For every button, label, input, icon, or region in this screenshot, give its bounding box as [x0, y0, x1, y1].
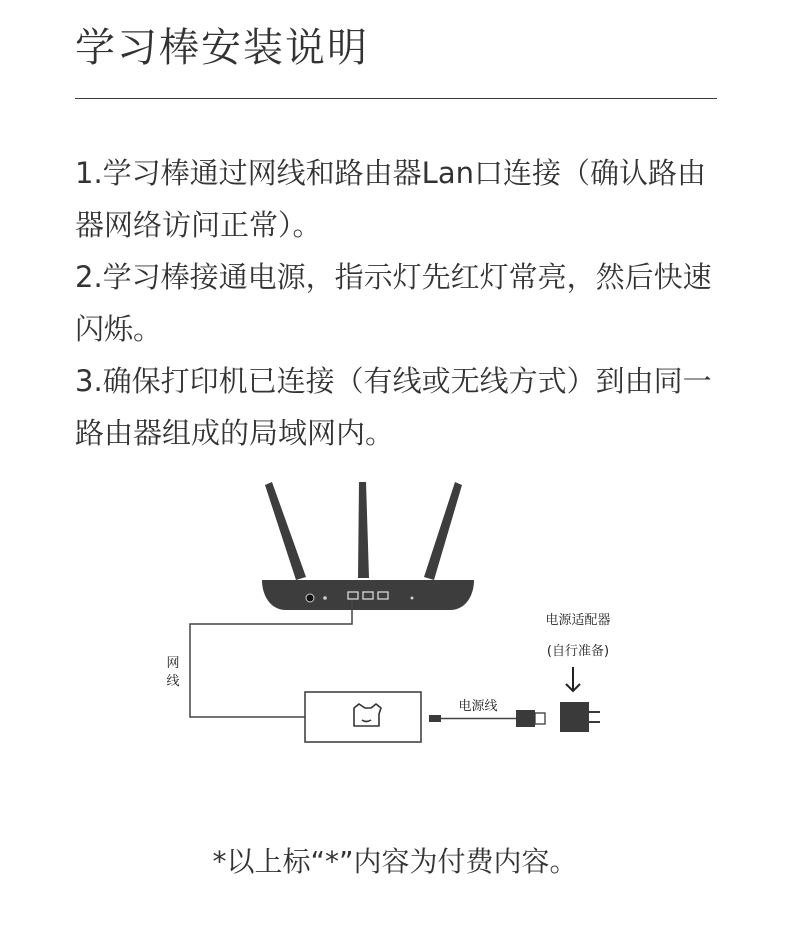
paid-content-footnote: *以上标“*”内容为付费内容。	[212, 845, 578, 878]
adapter-note: (自行准备)	[546, 644, 610, 659]
adapter-label: 电源适配器	[545, 613, 611, 628]
router-antenna-left	[265, 482, 306, 580]
router-antenna-right	[424, 482, 462, 580]
page-title: 学习棒安装说明	[75, 25, 369, 71]
instruction-step-1: 1.学习棒通过网线和路由器Lan口连接（确认路由器网络访问正常）。	[75, 156, 706, 242]
router-led	[323, 596, 327, 600]
router-body	[262, 580, 474, 610]
installation-diagram	[0, 460, 790, 760]
router-reset-hole	[411, 597, 414, 600]
router-antenna-middle	[358, 482, 369, 578]
power-cable-usb-tip	[535, 713, 545, 724]
arrow-down-icon	[566, 667, 580, 691]
instruction-list	[75, 147, 725, 459]
learning-stick-box	[305, 692, 421, 742]
instruction-step-2: 2.学习棒接通电源，指示灯先红灯常亮，然后快速闪烁。	[75, 260, 712, 346]
instruction-step-3: 3.确保打印机已连接（有线或无线方式）到由同一路由器组成的局域网内。	[75, 364, 712, 450]
power-cable-usb-plug	[516, 710, 535, 727]
power-cable-micro-plug	[429, 715, 441, 722]
router-power-port	[306, 594, 314, 602]
network-cable-label-2: 线	[166, 674, 180, 689]
network-cable-label-1: 网	[166, 656, 180, 671]
title-divider	[75, 98, 717, 99]
power-adapter-body	[560, 702, 589, 732]
power-cable-label: 电源线	[458, 699, 498, 714]
